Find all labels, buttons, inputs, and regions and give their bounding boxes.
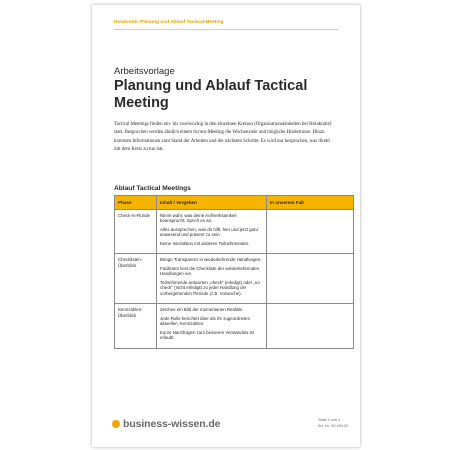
document-title: Planung und Ablauf Tactical Meeting	[114, 78, 308, 111]
article-number: Art.-Nr. 99.180.03	[318, 424, 348, 428]
table-row	[115, 210, 354, 254]
content-item: Jede Rolle berichtet über die ihr zugeordneten aktuellen, Kennzahlen.	[160, 315, 251, 327]
content-item: Bringe Transparenz in wiederkehrende Handlungen.	[160, 257, 262, 263]
phase-cell: Checklisten-Überblick	[115, 254, 157, 304]
logo-dot-icon	[112, 420, 120, 428]
document-page	[92, 5, 360, 447]
content-item: Alles aussprechen, was dir hilft, hier und jetzt ganz anwesend und präsent zu sein.	[160, 227, 259, 238]
footer-meta	[318, 417, 348, 429]
content-cell	[157, 254, 267, 304]
content-cell	[157, 304, 267, 348]
table-row	[115, 304, 354, 348]
table-header-row	[115, 196, 354, 210]
our-case-cell[interactable]	[267, 254, 354, 304]
column-header-our-case: In unserem Fall	[267, 196, 354, 210]
content-item: Kurze Nachfragen zum besseren Verständnis ist erlaubt.	[160, 329, 254, 341]
column-header-content: Inhalt / Vorgehen	[157, 196, 267, 210]
meeting-table	[114, 195, 354, 349]
page-number: Seite 1 von 2	[318, 418, 341, 422]
footer-brand: business-wissen.de	[123, 418, 221, 430]
running-header: Holakratie: Planung und Ablauf Tactical Meeting	[114, 20, 338, 30]
table-title: Ablauf Tactical Meetings	[114, 185, 191, 192]
footer-logo	[112, 418, 220, 430]
our-case-cell[interactable]	[267, 210, 354, 254]
content-item: Teilnehmende antworten „check" (erledigt) oder „no check" (nicht erledigt) zu jeder Handlung der vorhergehenden Periode (z.B. Vorwoche).	[160, 280, 260, 296]
table-row	[115, 254, 354, 304]
column-header-phase: Phase	[115, 196, 157, 210]
content-cell	[157, 210, 267, 254]
content-item: Nimm wahr, was deine Aufmerksamkeit beansprucht. Sprich es an.	[160, 213, 237, 224]
phase-cell: Check-In-Runde	[115, 210, 157, 254]
document-kicker: Arbeitsvorlage	[114, 66, 175, 77]
phase-cell: Kennzahlen-Überblick	[115, 304, 157, 348]
content-item: Keine Interaktion mit anderen Teilnehmenden.	[160, 241, 250, 246]
intro-paragraph: Tactical Meetings finden ein- bis zweiwöchig in den einzelnen Kreisen (Organisationseinheiten bei Holakratie) statt. Besprochen werden ähnlich einem Scrum-Meeting die Wochenziele und mögliche Hindernisse. Hinzu kommen Informationen zum Stand der Arbeiten und die nächsten Schritte. Es wird nur besprochen, was direkt mit dem Kreis zu tun hat.	[114, 122, 332, 152]
our-case-cell[interactable]	[267, 304, 354, 348]
content-item: Facilitator liest die Checkliste der wiederkehrenden Handlungen vor.	[160, 266, 260, 277]
content-item: Zeichne ein Bild der momentanen Realität.	[160, 307, 243, 313]
